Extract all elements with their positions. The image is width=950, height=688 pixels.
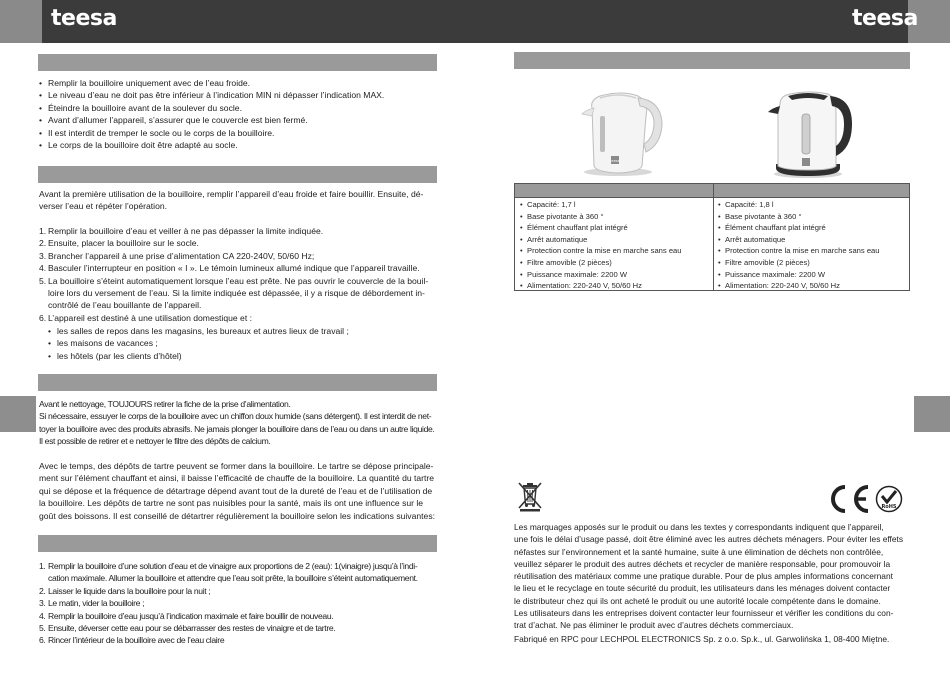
- step-number: 2.: [39, 238, 47, 249]
- spec-item: • Alimentation: 220-240 V, 50/60 Hz: [518, 280, 682, 292]
- kettle-badge: teesa: [610, 159, 620, 163]
- spec-item: • Arrêt automatique: [518, 234, 682, 246]
- spec-item: • Capacité: 1,8 l: [716, 199, 880, 211]
- paragraph-line: la bouilloire. Les dépôts de tartre ne sont pas nuisibles pour la santé, mais ils ont une influence sur le: [39, 498, 424, 509]
- specs-table-divider: [713, 184, 714, 290]
- paragraph-line: une fois le délai d’usage passé, doit être éliminé avec les autres déchets ménagers. Pour éviter les effets: [514, 534, 904, 545]
- paragraph-line: trat d’achat. Ne pas éliminer le produit avec d’autres déchets commerciaux.: [514, 620, 794, 631]
- descaling-paragraph: [39, 460, 435, 522]
- step-text: Remplir la bouilloire d’eau jusqu’à l’indication maximale et faire bouillir de nouveau.: [48, 610, 334, 621]
- usage-step: [39, 312, 428, 324]
- brand-logo-left: teesa: [51, 6, 117, 31]
- step-text: Ensuite, déverser cette eau pour se débarrasser des restes de vinaigre et de tartre.: [48, 623, 336, 634]
- step-number: 2.: [39, 585, 46, 596]
- step-text: Laisser le liquide dans la bouilloire pour la nuit ;: [48, 585, 211, 596]
- manufacturer-line: Fabriqué en RPC pour LECHPOL ELECTRONICS Sp. z o.o. Sp.k., ul. Garwolińska 1, 08-400 Miętne.: [514, 634, 890, 644]
- top-banner-left-edge: [0, 0, 42, 43]
- safety-bullet: • Remplir la bouilloire uniquement avec de l’eau froide.: [39, 77, 384, 89]
- spec-item: • Protection contre la mise en marche sans eau: [716, 245, 880, 257]
- usage-step: [39, 225, 428, 237]
- cleaning-paragraph: [39, 398, 434, 448]
- section-bar-descaling: [38, 535, 437, 552]
- step-text: cation maximale. Allumer la bouilloire et attendre que l’eau soit prête, la bouilloire s’éteint automatiquement.: [48, 573, 418, 584]
- usage-step: [39, 237, 428, 249]
- specs-column-1: [518, 199, 682, 292]
- paragraph-line: verser l’eau et répéter l’opération.: [39, 201, 168, 212]
- weee-paragraph: [514, 521, 903, 632]
- usage-sub-bullet: • les maisons de vacances ;: [39, 337, 349, 349]
- step-text: Brancher l’appareil à une prise d’alimentation CA 220-240V, 50/60 Hz;: [48, 250, 315, 261]
- step-number: 4.: [39, 263, 47, 274]
- specs-table: [514, 183, 910, 291]
- first-use-paragraph: [39, 188, 423, 213]
- spec-item: • Puissance maximale: 2200 W: [716, 269, 880, 281]
- spec-item: • Alimentation: 220-240 V, 50/60 Hz: [716, 280, 880, 292]
- step-number: 6.: [39, 312, 47, 323]
- section-bar-usage: [38, 166, 437, 183]
- safety-bullet: • Il est interdit de tremper le socle ou le corps de la bouilloire.: [39, 127, 384, 139]
- step-text: La bouilloire s’éteint automatiquement lorsque l’eau est prête. Ne pas ouvrir le couvercle de la bouil-: [48, 275, 429, 286]
- paragraph-line: Il est possible de retirer et e nettoyer le filtre des dépôts de calcium.: [39, 436, 271, 447]
- paragraph-line: Avec le temps, des dépôts de tartre peuvent se former dans la bouilloire. Le tartre se dépose principale-: [39, 461, 434, 471]
- brand-logo-right: teesa: [852, 6, 918, 31]
- usage-step: [39, 250, 428, 262]
- spec-item: • Base pivotante à 360 °: [716, 211, 880, 223]
- step-text: Remplir la bouilloire d’une solution d’eau et de vinaigre aux proportions de 2 (eau): 1(vinaigre) jusqu’à l’indi-: [48, 561, 418, 571]
- weee-bin-icon: [516, 480, 544, 512]
- step-text: loire lors du versement de l’eau. Si la limite indiquée est dépassée, il y a risque de débordement in-: [48, 288, 425, 299]
- descaling-steps-list: [39, 560, 418, 647]
- paragraph-line: Avant le nettoyage, TOUJOURS retirer la fiche de la prise d’alimentation.: [39, 399, 291, 409]
- paragraph-line: Les utilisateurs dans les entreprises doivent contacter leur fournisseur et vérifier les conditions du con-: [514, 608, 894, 619]
- kettle-image-white: [578, 86, 668, 178]
- descaling-step: [39, 597, 418, 609]
- spec-item: • Puissance maximale: 2200 W: [518, 269, 682, 281]
- safety-bullet-list: [39, 77, 384, 151]
- paragraph-line: le lieu et le recyclage en toute sécurité du produit, les utilisateurs dans les ménages doivent contacter: [514, 583, 891, 594]
- section-bar-safety: [38, 54, 437, 71]
- step-text: Remplir la bouilloire d’eau et veiller à ne pas dépasser la limite indiquée.: [48, 226, 324, 236]
- step-text: Basculer l’interrupteur en position « I ». Le témoin lumineux allumé indique que l’appareil travaille.: [48, 263, 420, 274]
- specs-table-header: [515, 184, 909, 198]
- paragraph-line: qui se dépose et la fréquence de détartrage dépend avant tout de la dureté de l’eau et de l’utilisation de: [39, 485, 433, 496]
- spec-item: • Élément chauffant plat intégré: [716, 222, 880, 234]
- spec-item: • Filtre amovible (2 pièces): [518, 257, 682, 269]
- usage-sub-bullet: • les salles de repos dans les magasins, les bureaux et autres lieux de travail ;: [39, 325, 349, 337]
- step-text: L’appareil est destiné à une utilisation domestique et :: [48, 312, 252, 323]
- specs-column-2: [716, 199, 880, 292]
- descaling-step: [39, 610, 418, 622]
- descaling-step: [39, 585, 418, 597]
- rohs-icon: [875, 485, 903, 513]
- spec-item: • Capacité: 1,7 l: [518, 199, 682, 211]
- section-bar-cleaning: [38, 374, 437, 391]
- section-bar-specs: [514, 52, 910, 69]
- descaling-step: [39, 634, 418, 646]
- step-number: 6.: [39, 635, 46, 646]
- step-number: 3.: [39, 250, 47, 261]
- usage-step: [39, 299, 428, 311]
- descaling-step: [39, 560, 418, 572]
- step-number: 1.: [39, 226, 47, 236]
- usage-step: [39, 287, 428, 299]
- right-page-tab: [914, 396, 950, 432]
- safety-bullet: • Éteindre la bouilloire avant de la soulever du socle.: [39, 102, 384, 114]
- step-number: 3.: [39, 598, 46, 609]
- paragraph-line: Si nécessaire, essuyer le corps de la bouilloire avec un chiffon doux humide (sans détergent). Il est interdit de net-: [39, 411, 432, 422]
- descaling-step: [39, 572, 418, 584]
- spec-item: • Protection contre la mise en marche sans eau: [518, 245, 682, 257]
- spec-item: • Base pivotante à 360 °: [518, 211, 682, 223]
- paragraph-line: réutilisation des matériaux comme une pratique durable. Pour de plus amples informations concernant: [514, 571, 893, 582]
- spec-item: • Filtre amovible (2 pièces): [716, 257, 880, 269]
- usage-step: [39, 262, 428, 274]
- step-number: 1.: [39, 561, 46, 571]
- step-text: Ensuite, placer la bouilloire sur le socle.: [48, 238, 199, 249]
- kettle-image-black-trim: [766, 84, 856, 180]
- usage-sub-bullets: [39, 325, 349, 362]
- paragraph-line: veuillez séparer le produit des autres déchets et recycler de manière responsable, pour promouvoir la: [514, 558, 891, 569]
- descaling-step: [39, 622, 418, 634]
- step-number: 5.: [39, 623, 46, 634]
- step-text: contrôlé de l’eau bouillante de l’appareil.: [48, 300, 202, 311]
- paragraph-line: néfastes sur l’environnement et la santé humaine, suite à une élimination de déchets non contrôlée,: [514, 546, 884, 557]
- usage-sub-bullet: • les hôtels (par les clients d’hôtel): [39, 350, 349, 362]
- step-number: 4.: [39, 610, 46, 621]
- left-page-tab: [0, 396, 36, 432]
- rohs-label: RoHS: [881, 504, 897, 510]
- safety-bullet: • Avant d’allumer l’appareil, s’assurer que le couvercle est bien fermé.: [39, 114, 384, 126]
- safety-bullet: • Le corps de la bouilloire doit être adapté au socle.: [39, 139, 384, 151]
- paragraph-line: ment sur l’élément chauffant et ainsi, il baisse l’efficacité de chauffe de la bouilloire. La quantité du tartre: [39, 473, 435, 484]
- paragraph-line: Avant la première utilisation de la bouilloire, remplir l’appareil d’eau froide et faire bouillir. Ensuite, dé-: [39, 189, 424, 199]
- step-text: Le matin, vider la bouilloire ;: [48, 598, 145, 609]
- step-text: Rincer l’intérieur de la bouilloire avec de l’eau claire: [48, 635, 225, 646]
- step-number: 5.: [39, 275, 47, 286]
- safety-bullet: • Le niveau d’eau ne doit pas être inférieur à l’indication MIN ni dépasser l’indication MAX.: [39, 89, 384, 101]
- ce-mark-icon: [826, 484, 872, 514]
- paragraph-line: le distributeur chez qui ils ont acheté le produit ou une autorité locale compétente dans le domaine.: [514, 595, 881, 606]
- paragraph-line: goût des boissons. Il est conseillé de détartrer régulièrement la bouilloire selon les indications suivantes:: [39, 510, 436, 521]
- spec-item: • Élément chauffant plat intégré: [518, 222, 682, 234]
- usage-step: [39, 275, 428, 287]
- paragraph-line: toyer la bouilloire avec des produits abrasifs. Ne jamais plonger la bouilloire dans de l’eau ou dans un autre liquide.: [39, 423, 435, 434]
- top-banner: [0, 0, 950, 43]
- spec-item: • Arrêt automatique: [716, 234, 880, 246]
- usage-steps-list: [39, 225, 428, 324]
- paragraph-line: Les marquages apposés sur le produit ou dans les textes y correspondants indiquent que l’appareil,: [514, 522, 884, 532]
